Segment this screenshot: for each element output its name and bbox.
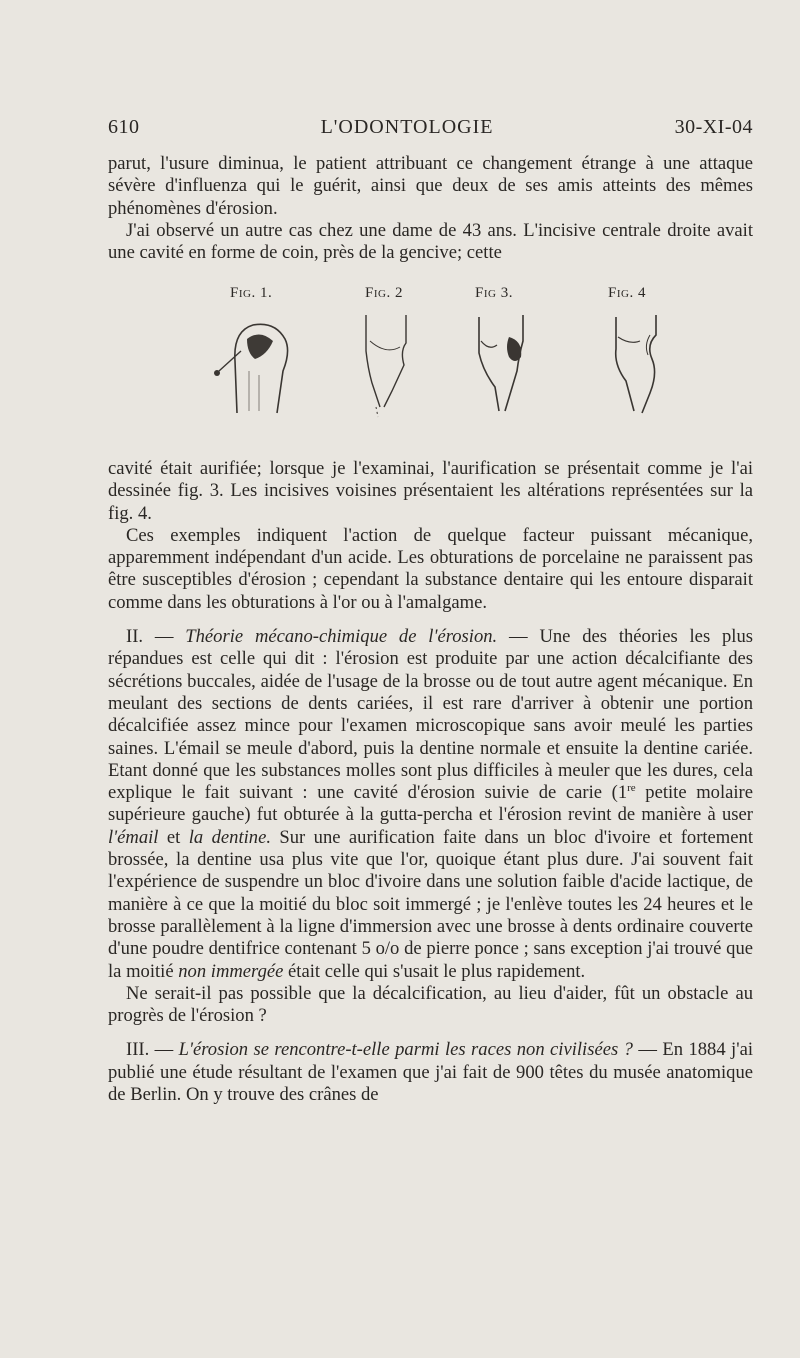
italic-run: l'émail <box>108 826 159 848</box>
tooth-cavity-filling-icon <box>205 311 300 421</box>
figure-row <box>190 285 690 435</box>
text-run: Sur une aurification faite dans un bloc d'ivoire et fortement brossée, la dentine usa plus vite que l'or, quoique étant plus dure. J'ai souvent fait l'expérience de suspendre un bloc d'ivoire dans une solution faible d'acide lactique, de manière à ce que la moitié du bloc soit immergé ; je l'enlève toutes les 24 heures et le brosse parallèlement à la ligne d'immersion avec une brosse à dents ordinaire couverte d'une poudre dentifrice contenant 5 o/o de pierre ponce ; sans exception j'ai trouvé que la moitié <box>108 826 753 982</box>
fig-label-1: Fig. 1. <box>230 285 273 301</box>
text-run: était celle qui s'usait le plus rapidement. <box>283 960 586 982</box>
fig-label-2: Fig. 2 <box>365 285 403 301</box>
section-ii-paragraph <box>108 626 753 983</box>
paragraph: Ces exemples indiquent l'action de quelque facteur puissant mécanique, apparemment indépendant d'un acide. Les obturations de porcelaine ne paraissent pas être susceptibles d'érosion ; cependant la substance dentaire qui les entoure disparait comme dans les obturations à l'or ou à l'amalgame. <box>108 524 753 613</box>
journal-title: L'ODONTOLOGIE <box>320 116 494 138</box>
text-run: et <box>158 826 189 848</box>
text-run: petite molaire supérieure gauche) fut obturée à la gutta-percha et l'érosion revint de manière à user <box>108 782 754 826</box>
section-number: III. — <box>126 1039 179 1061</box>
text-run: — En 1884 j'ai publié une étude résultant de l'examen que j'ai fait de 900 têtes du musée anatomique de Berlin. On y trouve des crânes de <box>108 1039 753 1106</box>
paragraph: J'ai observé un autre cas chez une dame de 43 ans. L'incisive centrale droite avait une cavité en forme de coin, près de la gencive; cette <box>108 219 753 264</box>
text-run: — Une des théories les plus répandues est celle qui dit : l'érosion est produite par une action décalcifiante des sécrétions buccales, aidée de l'usage de la brosse ou de tout autre agent mécanique. En meulant des sections de dents cariées, il est rare d'arriver à obtenir une portion décalcifiée assez mince pour l'examen microscopique sans avoir meulé les parties saines. L'émail se meule d'abord, puis la dentine normale et ensuite la dentine cariée. Etant donné que les substances molles sont plus difficiles à meuler que les dures, cela explique le fait suivant : une cavité d'érosion suivie de carie (1 <box>108 626 753 804</box>
page-number: 610 <box>108 116 140 138</box>
superscript: re <box>627 781 636 794</box>
tooth-gold-filling-icon <box>465 311 535 421</box>
paragraph: cavité était aurifiée; lorsque je l'examinai, l'aurification se présentait comme je l'ai dessinée fig. 3. Les incisives voisines présentaient les altérations représentées sur la fig. 4. <box>108 458 753 524</box>
main-text <box>108 458 753 1106</box>
section-iii-paragraph <box>108 1039 753 1106</box>
tooth-eroded-icon <box>600 311 670 421</box>
paragraph: Ne serait-il pas possible que la décalcification, au lieu d'aider, fût un obstacle au progrès de l'érosion ? <box>108 982 753 1027</box>
fig-label-3: Fig 3. <box>475 285 513 301</box>
running-head <box>108 116 753 139</box>
fig-label-4: Fig. 4 <box>608 285 646 301</box>
section-title: L'érosion se rencontre-t-elle parmi les races non civilisées ? <box>178 1039 633 1061</box>
tooth-wedge-cavity-icon <box>350 311 420 421</box>
italic-run: non immergée <box>178 960 284 982</box>
issue-date: 30-XI-04 <box>674 116 753 138</box>
section-number: II. — <box>126 626 186 648</box>
top-text <box>108 153 753 264</box>
paragraph: parut, l'usure diminua, le patient attribuant ce changement étrange à une attaque sévère d'influenza qui le guérit, ainsi que deux de ses amis atteints des mêmes phénomènes d'érosion. <box>108 153 753 219</box>
italic-run: la dentine. <box>188 826 271 848</box>
section-title: Théorie mécano-chimique de l'érosion. <box>185 626 498 648</box>
